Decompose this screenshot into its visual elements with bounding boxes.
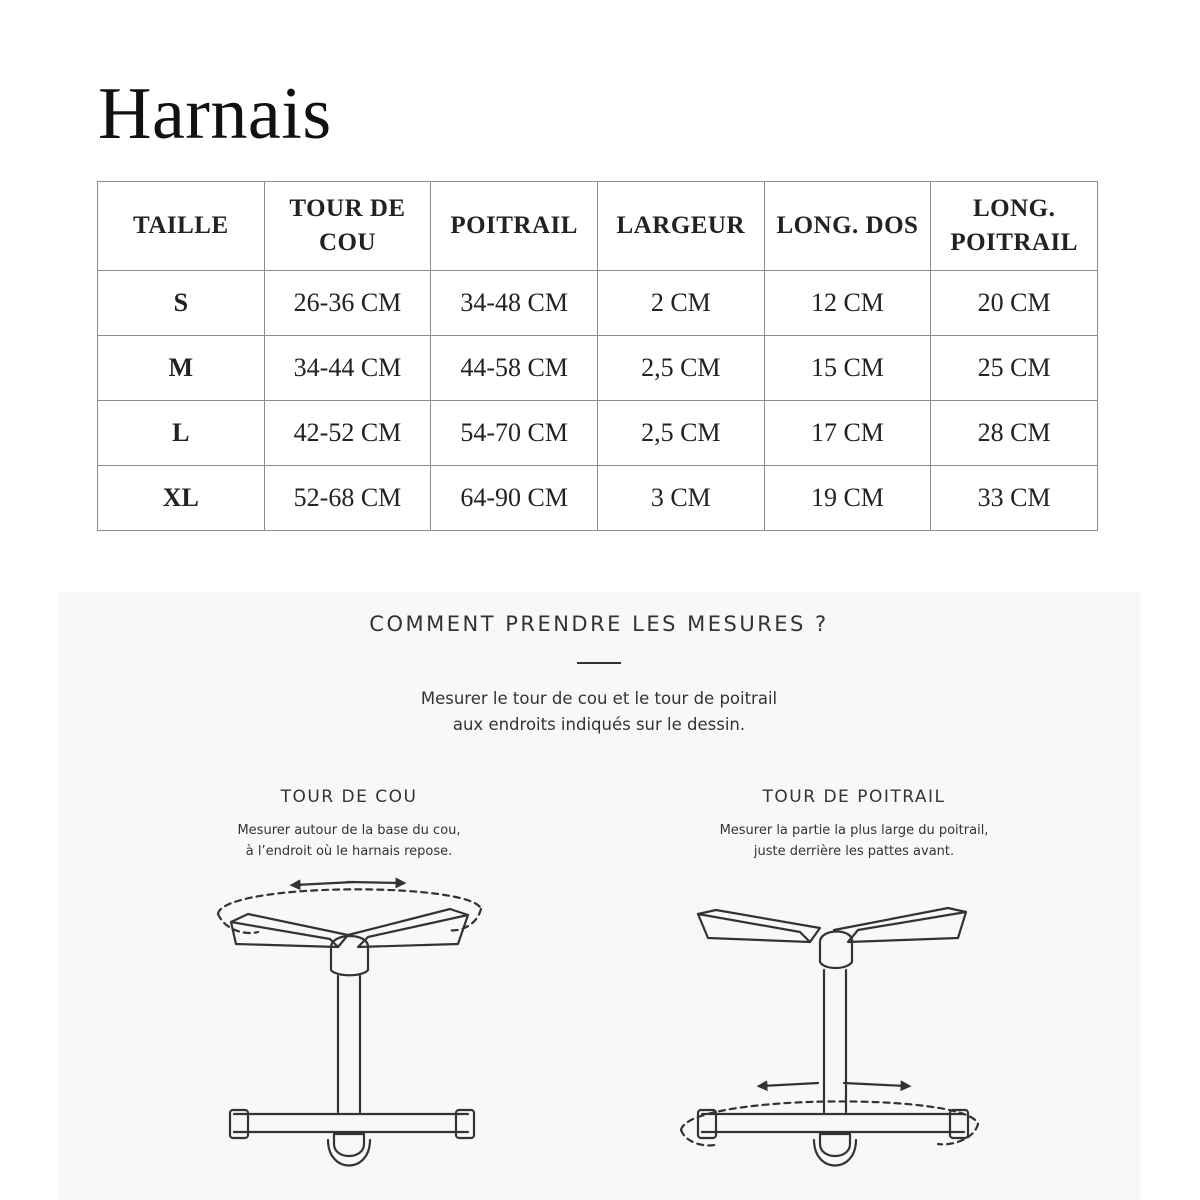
size-chart-table — [97, 181, 1098, 531]
guide-intro-line-1: Mesurer le tour de cou et le tour de poitrail — [420, 689, 778, 708]
back-length-cell: 12 CM — [764, 271, 931, 336]
width-cell: 2,5 CM — [597, 401, 764, 466]
chest-length-cell: 33 CM — [931, 466, 1098, 531]
chest-length-cell: 20 CM — [931, 271, 1098, 336]
table-header-row — [98, 182, 1098, 271]
neck-cell: 42-52 CM — [264, 401, 431, 466]
neck-text-line-2: à l’endroit où le harnais repose. — [245, 844, 453, 859]
neck-section-title: TOUR DE COU — [280, 787, 418, 807]
header-long-poitrail: LONG. POITRAIL — [931, 182, 1098, 271]
chest-harness-illustration — [58, 592, 1140, 1200]
back-length-cell: 15 CM — [764, 336, 931, 401]
chest-section-title: TOUR DE POITRAIL — [762, 787, 946, 807]
chest-length-cell: 28 CM — [931, 401, 1098, 466]
back-length-cell: 17 CM — [764, 401, 931, 466]
header-tour-de-cou: TOUR DE COU — [264, 182, 431, 271]
header-taille: TAILLE — [98, 182, 265, 271]
table-row — [98, 401, 1098, 466]
table-row — [98, 466, 1098, 531]
back-length-cell: 19 CM — [764, 466, 931, 531]
width-cell: 3 CM — [597, 466, 764, 531]
table-row — [98, 336, 1098, 401]
size-cell: S — [98, 271, 265, 336]
neck-cell: 34-44 CM — [264, 336, 431, 401]
chest-text-line-2: juste derrière les pattes avant. — [753, 844, 955, 859]
size-cell: L — [98, 401, 265, 466]
guide-title: COMMENT PRENDRE LES MESURES ? — [369, 612, 829, 636]
chest-cell: 34-48 CM — [431, 271, 598, 336]
header-largeur: LARGEUR — [597, 182, 764, 271]
chest-cell: 54-70 CM — [431, 401, 598, 466]
chest-length-cell: 25 CM — [931, 336, 1098, 401]
size-cell: M — [98, 336, 265, 401]
guide-intro-line-2: aux endroits indiqués sur le dessin. — [452, 715, 746, 734]
size-cell: XL — [98, 466, 265, 531]
header-long-dos: LONG. DOS — [764, 182, 931, 271]
chest-measure-ellipse-top — [681, 1101, 978, 1130]
neck-cell: 52-68 CM — [264, 466, 431, 531]
header-poitrail: POITRAIL — [431, 182, 598, 271]
table-row — [98, 271, 1098, 336]
neck-cell: 26-36 CM — [264, 271, 431, 336]
measurement-guide-panel — [58, 592, 1140, 1200]
chest-cell: 64-90 CM — [431, 466, 598, 531]
chest-text-line-1: Mesurer la partie la plus large du poitrail, — [719, 823, 989, 838]
width-cell: 2,5 CM — [597, 336, 764, 401]
width-cell: 2 CM — [597, 271, 764, 336]
page-title: Harnais — [98, 73, 332, 155]
neck-text-line-1: Mesurer autour de la base du cou, — [237, 823, 461, 838]
chest-cell: 44-58 CM — [431, 336, 598, 401]
